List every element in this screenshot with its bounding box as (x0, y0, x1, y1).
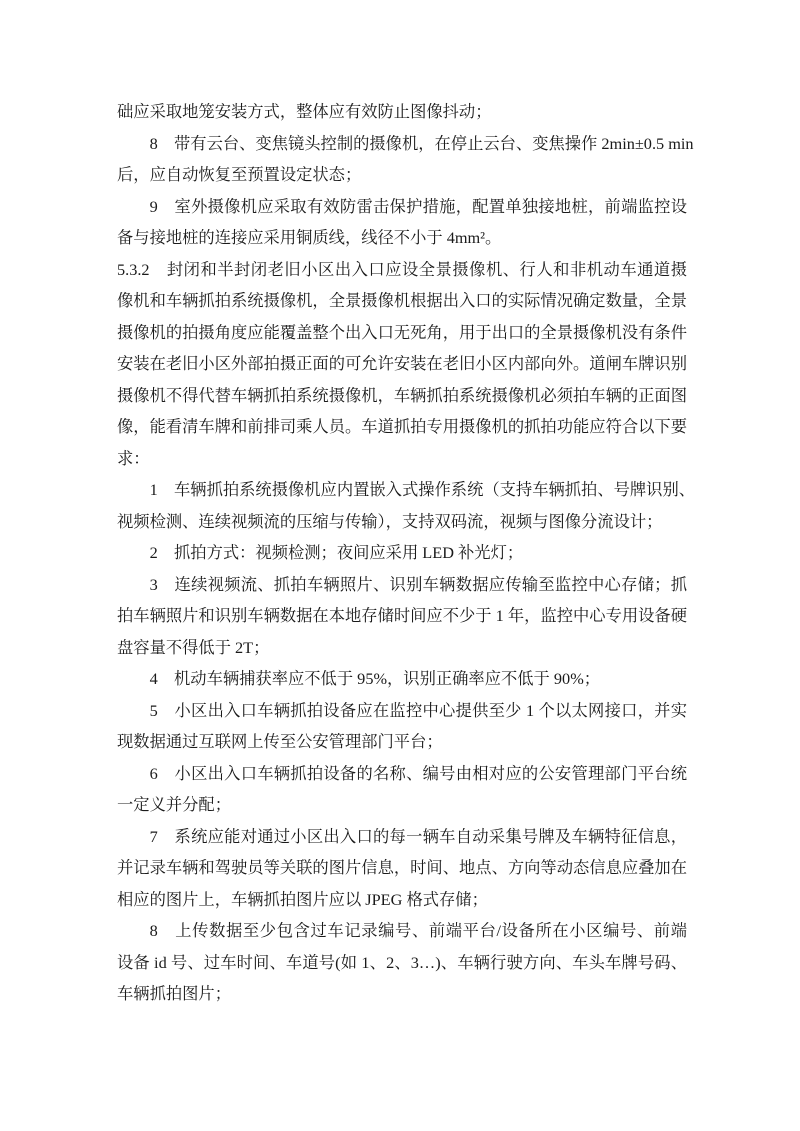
text-line: 摄像机的拍摄角度应能覆盖整个出入口无死角，用于出口的全景摄像机没有条件 (117, 322, 687, 342)
text-line: 车辆抓拍图片； (117, 984, 231, 1003)
text-line: 相应的图片上，车辆抓拍图片应以 JPEG 格式存储； (117, 889, 488, 909)
text-line: 3 连续视频流、抓拍车辆照片、识别车辆数据应传输至监控中心存储；抓 (149, 574, 687, 594)
text-line: 础应采取地笼安装方式，整体应有效防止图像抖动； (117, 102, 492, 121)
text-line: 7 系统应能对通过小区出入口的每一辆车自动采集号牌及车辆特征信息， (149, 826, 687, 846)
text-line: 6 小区出入口车辆抓拍设备的名称、编号由相对应的公安管理部门平台统 (149, 763, 687, 783)
text-line: 9 室外摄像机应采取有效防雷击保护措施，配置单独接地桩，前端监控设 (149, 196, 687, 216)
text-line: 盘容量不得低于 2T； (117, 637, 270, 657)
text-line: 拍车辆照片和识别车辆数据在本地存储时间应不少于 1 年，监控中心专用设备硬 (117, 606, 687, 625)
text-line: 1 车辆抓拍系统摄像机应内置嵌入式操作系统（支持车辆抓拍、号牌识别、 (149, 480, 696, 499)
text-line: 并记录车辆和驾驶员等关联的图片信息，时间、地点、方向等动态信息应叠加在 (117, 858, 687, 877)
text-line: 备与接地桩的连接应采用铜质线，线径不小于 4mm²。 (117, 228, 502, 247)
text-line: 一定义并分配； (117, 795, 231, 814)
text-line: 设备 id 号、过车时间、车道号(如 1、2、3…)、车辆行驶方向、车头车牌号码、 (117, 952, 687, 972)
text-line: 求： (117, 448, 150, 468)
text-line: 视频检测、连续视频流的压缩与传输），支持双码流，视频与图像分流设计； (117, 511, 663, 531)
text-line: 5.3.2 封闭和半封闭老旧小区出入口应设全景摄像机、行人和非机动车通道摄 (117, 259, 687, 279)
text-line: 现数据通过互联网上传至公安管理部门平台； (117, 732, 443, 751)
text-line: 摄像机不得代替车辆抓拍系统摄像机，车辆抓拍系统摄像机必须拍车辆的正面图 (117, 385, 687, 405)
text-line: 4 机动车辆捕获率应不低于 95%，识别正确率应不低于 90%； (149, 669, 601, 688)
text-line: 后，应自动恢复至预置设定状态； (117, 165, 362, 184)
document-text-block (117, 96, 696, 1010)
text-line: 像，能看清车牌和前排司乘人员。车道抓拍专用摄像机的抓拍功能应符合以下要 (117, 417, 687, 436)
text-line: 像机和车辆抓拍系统摄像机，全景摄像机根据出入口的实际情况确定数量，全景 (117, 291, 687, 310)
text-line: 8 带有云台、变焦镜头控制的摄像机，在停止云台、变焦操作 2min±0.5 min (149, 133, 694, 153)
text-line: 5 小区出入口车辆抓拍设备应在监控中心提供至少 1 个以太网接口，并实 (149, 700, 687, 720)
text-line: 安装在老旧小区外部拍摄正面的可允许安装在老旧小区内部向外。道闸车牌识别 (117, 354, 687, 373)
text-line: 2 抓拍方式：视频检测；夜间应采用 LED 补光灯； (149, 543, 524, 562)
text-line: 8 上传数据至少包含过车记录编号、前端平台/设备所在小区编号、前端 (149, 921, 687, 940)
